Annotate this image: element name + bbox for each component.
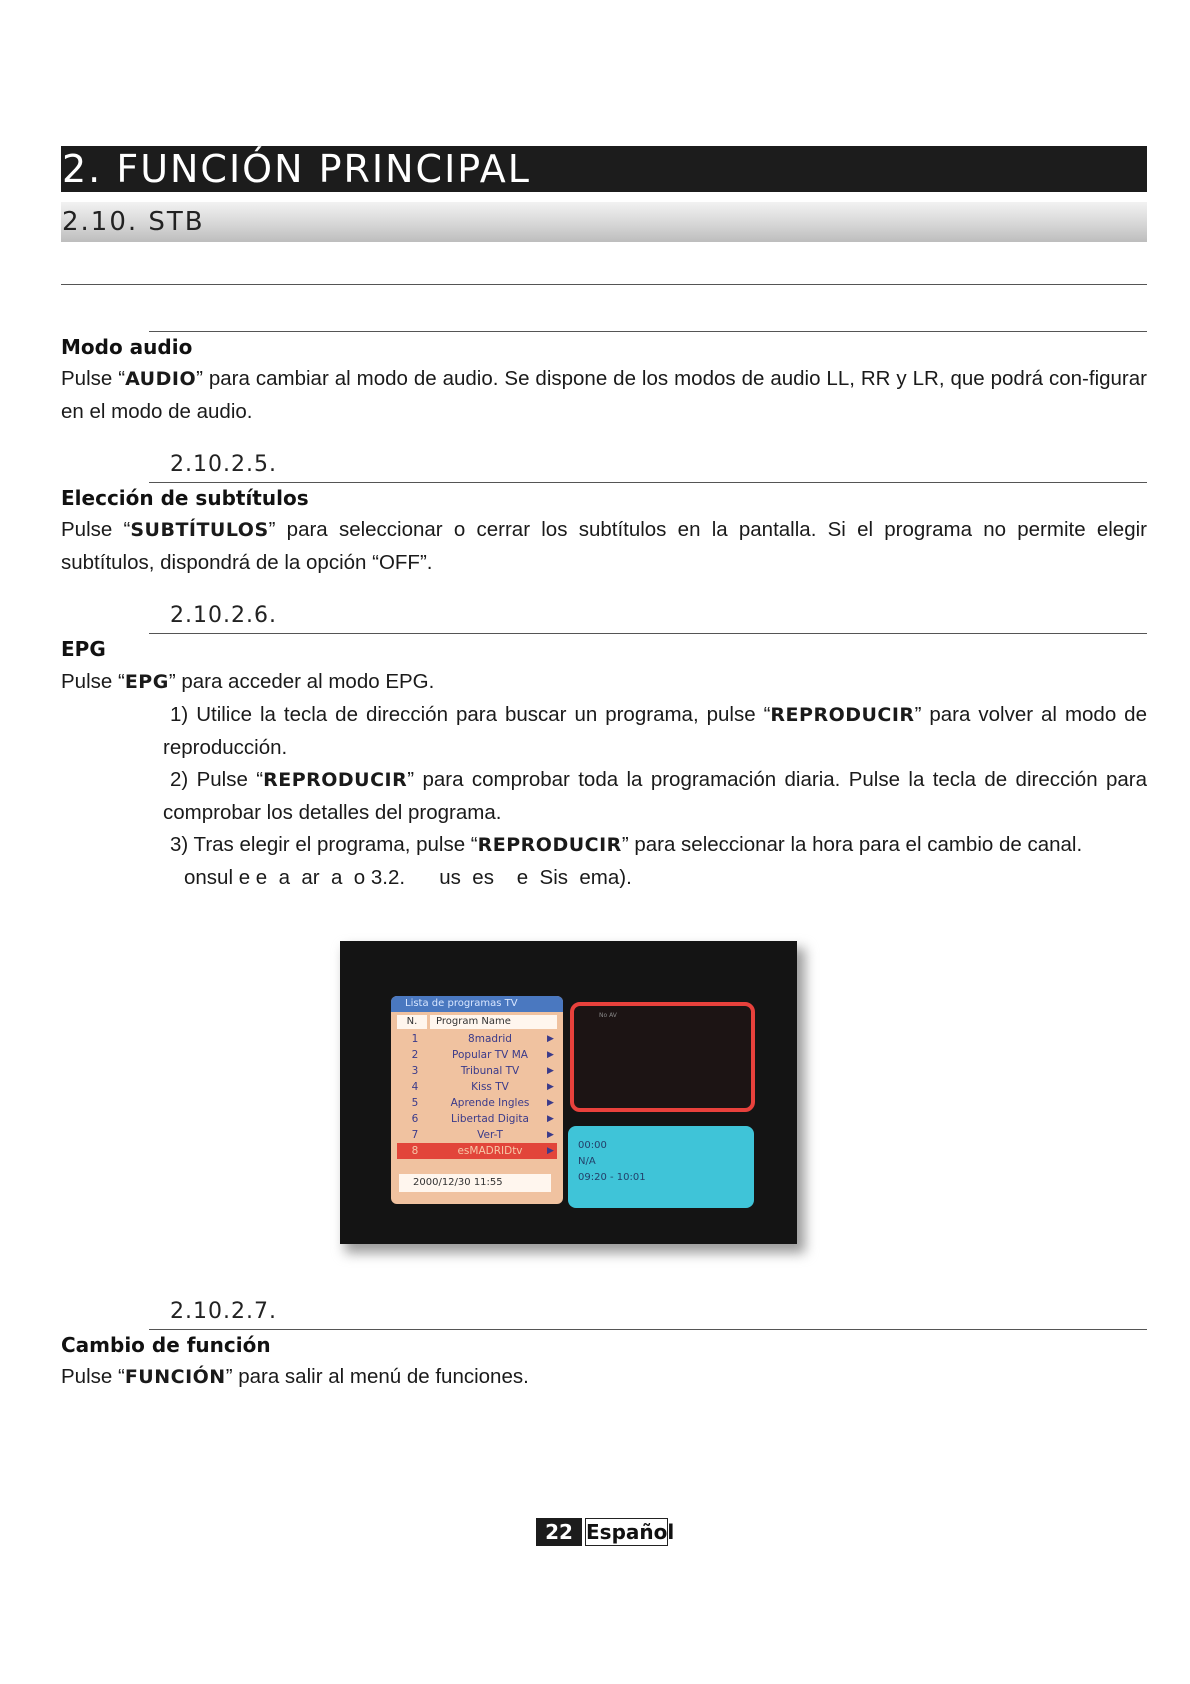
keyword-function: FUNCIÓN <box>124 1366 226 1388</box>
section-heading-audio: Modo audio <box>61 335 193 359</box>
channel-name: Tribunal TV <box>460 1065 520 1077</box>
divider <box>61 284 1147 285</box>
column-program: Program Name <box>430 1015 557 1029</box>
arrow-right-icon: ▶ <box>547 1050 554 1060</box>
channel-name: 8madrid <box>468 1033 512 1045</box>
channel-list-panel <box>391 996 563 1204</box>
channel-name: esMADRIDtv <box>457 1145 523 1157</box>
channel-number: 1 <box>411 1033 419 1045</box>
channel-row[interactable] <box>397 1031 557 1047</box>
section-rule <box>149 1329 1147 1330</box>
section-rule <box>149 633 1147 634</box>
section-rule <box>149 482 1147 483</box>
epg-note: onsul e e a ar a o 3.2. us es e Sis ema). <box>184 866 632 889</box>
section-rule <box>149 331 1147 332</box>
section-heading-function: Cambio de función <box>61 1333 271 1357</box>
preview-label: No AV <box>599 1012 617 1019</box>
paragraph-function: Pulse “FUNCIÓN” para salir al menú de funciones. <box>61 1365 529 1388</box>
video-preview <box>570 1002 755 1112</box>
arrow-right-icon: ▶ <box>547 1034 554 1044</box>
info-status: N/A <box>578 1156 596 1167</box>
section-bar <box>61 202 1147 242</box>
keyword-subtitles: SUBTÍTULOS <box>130 519 269 541</box>
language-label: Español <box>586 1520 675 1544</box>
keyword-audio: AUDIO <box>125 368 197 390</box>
chapter-title: 2. FUNCIÓN PRINCIPAL <box>62 147 531 191</box>
subsection-number: 2.10.2.5. <box>170 452 277 477</box>
paragraph-subtitles: Pulse “SUBTÍTULOS” para seleccionar o cerrar los subtítulos en la pantalla. Si el programa no permite elegir subtítulos, dispondrá de la opción “OFF”. <box>61 518 1147 574</box>
program-info-box <box>568 1126 754 1208</box>
channel-number: 2 <box>411 1049 419 1061</box>
keyword-epg: EPG <box>124 671 169 693</box>
channel-number: 3 <box>411 1065 419 1077</box>
channel-name: Ver-T <box>477 1129 503 1141</box>
channel-row[interactable] <box>397 1063 557 1079</box>
channel-list-title: Lista de programas TV <box>391 996 563 1012</box>
section-title: 2.10. STB <box>62 207 205 237</box>
channel-number: 6 <box>411 1113 419 1125</box>
channel-number: 4 <box>411 1081 419 1093</box>
channel-name: Popular TV MA <box>452 1049 528 1061</box>
date-time: 2000/12/30 11:55 <box>399 1174 551 1192</box>
channel-number: 8 <box>411 1145 419 1157</box>
channel-list-columns <box>397 1015 557 1029</box>
epg-step: 1) Utilice la tecla de dirección para buscar un programa, pulse “REPRODUCIR” para volver al modo de reproducción. <box>163 703 1147 759</box>
arrow-right-icon: ▶ <box>547 1082 554 1092</box>
arrow-right-icon: ▶ <box>547 1066 554 1076</box>
arrow-right-icon: ▶ <box>547 1130 554 1140</box>
channel-row[interactable] <box>397 1047 557 1063</box>
channel-number: 5 <box>411 1097 419 1109</box>
epg-step: 2) Pulse “REPRODUCIR” para comprobar toda la programación diaria. Pulse la tecla de dirección para comprobar los detalles del programa. <box>163 768 1147 824</box>
subsection-number: 2.10.2.6. <box>170 603 277 628</box>
channel-row[interactable] <box>397 1127 557 1143</box>
info-range: 09:20 - 10:01 <box>578 1172 646 1183</box>
channel-row[interactable] <box>397 1079 557 1095</box>
channel-list <box>391 1031 563 1159</box>
epg-step: 3) Tras elegir el programa, pulse “REPRODUCIR” para seleccionar la hora para el cambio de canal. <box>170 833 1083 856</box>
paragraph-audio: Pulse “AUDIO” para cambiar al modo de audio. Se dispone de los modos de audio LL, RR y LR, que podrá con-figurar en el modo de audio. <box>61 367 1147 423</box>
section-heading-epg: EPG <box>61 637 106 661</box>
channel-number: 7 <box>411 1129 419 1141</box>
column-number: N. <box>397 1015 427 1029</box>
page-number: 22 <box>536 1518 582 1546</box>
channel-row[interactable] <box>397 1095 557 1111</box>
channel-name: Libertad Digita <box>451 1113 529 1125</box>
channel-name: Kiss TV <box>471 1081 509 1093</box>
channel-row[interactable] <box>397 1143 557 1159</box>
channel-row[interactable] <box>397 1111 557 1127</box>
arrow-right-icon: ▶ <box>547 1098 554 1108</box>
arrow-right-icon: ▶ <box>547 1146 554 1156</box>
paragraph-epg: Pulse “EPG” para acceder al modo EPG. <box>61 670 435 693</box>
subsection-number: 2.10.2.7. <box>170 1299 277 1324</box>
section-heading-subtitles: Elección de subtítulos <box>61 486 309 510</box>
info-time: 00:00 <box>578 1140 607 1151</box>
channel-name: Aprende Ingles <box>450 1097 530 1109</box>
arrow-right-icon: ▶ <box>547 1114 554 1124</box>
